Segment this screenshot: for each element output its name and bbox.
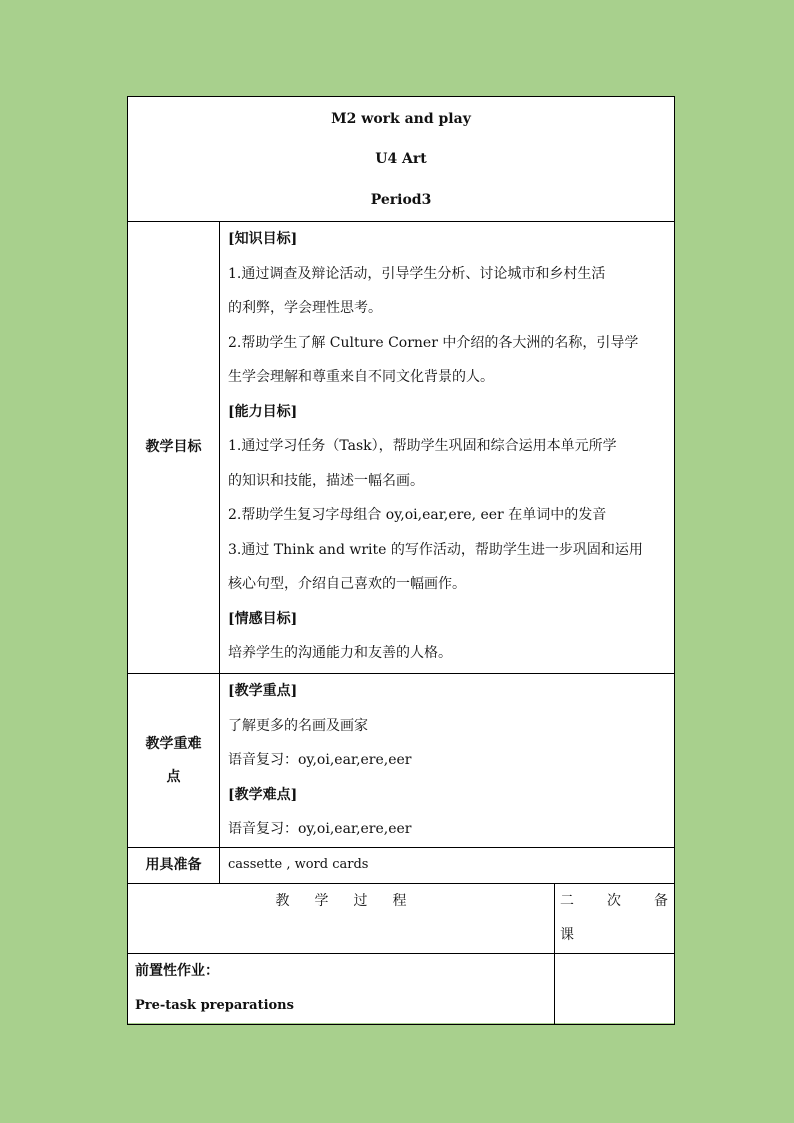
process-title-cell [128, 883, 555, 953]
keypoints-label-line1: 教学重难 [145, 735, 202, 752]
knowledge-item-1b: 的利弊，学会理性思考。 [228, 300, 382, 316]
pretask-subheading: Pre-task preparations [135, 997, 294, 1013]
lesson-plan-page [127, 96, 674, 1023]
second-prep-char-2: 次 [607, 892, 621, 909]
materials-value: cassette , word cards [220, 848, 675, 884]
materials-row [128, 848, 675, 884]
second-prep-cell [555, 883, 675, 953]
focus-item-2: 语音复习：oy,oi,ear,ere,eer [228, 752, 412, 768]
period-title: Period3 [370, 192, 432, 208]
ability-item-1b: 的知识和技能，描述一幅名画。 [228, 472, 424, 489]
pretask-heading: 前置性作业： [135, 962, 219, 979]
ability-item-3b: 核心句型，介绍自己喜欢的一幅画作。 [228, 576, 466, 592]
header-cell [128, 97, 675, 222]
process-char-2: 学 [314, 892, 329, 909]
pretask-row [128, 953, 675, 1024]
difficulty-item-1: 语音复习：oy,oi,ear,ere,eer [228, 821, 412, 837]
keypoints-label-line2: 点 [166, 768, 181, 785]
ability-item-3a: 3.通过 Think and write 的写作活动，帮助学生进一步巩固和运用 [228, 541, 643, 558]
pretask-note-cell [555, 953, 675, 1024]
unit-title: U4 Art [375, 151, 427, 167]
knowledge-item-1a: 1.通过调查及辩论活动，引导学生分析、讨论城市和乡村生活 [228, 265, 606, 282]
process-header-row [128, 883, 675, 953]
second-prep-line2: 课 [560, 926, 574, 943]
objectives-row [128, 222, 675, 674]
materials-label: 用具准备 [128, 848, 220, 884]
process-title [128, 884, 554, 918]
knowledge-heading: [知识目标] [228, 231, 298, 247]
lesson-plan-table [127, 96, 675, 1025]
process-char-4: 程 [392, 892, 407, 909]
emotion-item-1: 培养学生的沟通能力和友善的人格。 [228, 645, 452, 661]
objectives-label: 教学目标 [128, 222, 220, 674]
pretask-cell [128, 953, 555, 1024]
focus-heading: [教学重点] [228, 683, 298, 699]
ability-item-1a: 1.通过学习任务（Task），帮助学生巩固和综合运用本单元所学 [228, 438, 617, 454]
knowledge-item-2b: 生学会理解和尊重来自不同文化背景的人。 [228, 369, 494, 385]
knowledge-item-2a: 2.帮助学生了解 Culture Corner 中介绍的各大洲的名称，引导学 [228, 334, 639, 351]
header-row [128, 97, 675, 222]
ability-item-2: 2.帮助学生复习字母组合 oy,oi,ear,ere, eer 在单词中的发音 [228, 507, 607, 523]
focus-item-1: 了解更多的名画及画家 [228, 717, 368, 734]
module-title: M2 work and play [331, 111, 471, 127]
process-char-3: 过 [353, 892, 368, 909]
second-prep-char-1: 二 [560, 892, 574, 909]
keypoints-label [128, 674, 220, 848]
second-prep-char-3: 备 [654, 892, 668, 909]
difficulty-heading: [教学难点] [228, 786, 298, 803]
ability-heading: [能力目标] [228, 403, 298, 420]
process-char-1: 教 [275, 892, 290, 909]
keypoints-row [128, 674, 675, 848]
second-prep-line1 [560, 884, 668, 918]
emotion-heading: [情感目标] [228, 610, 298, 627]
keypoints-content [220, 674, 675, 848]
objectives-content [220, 222, 675, 674]
